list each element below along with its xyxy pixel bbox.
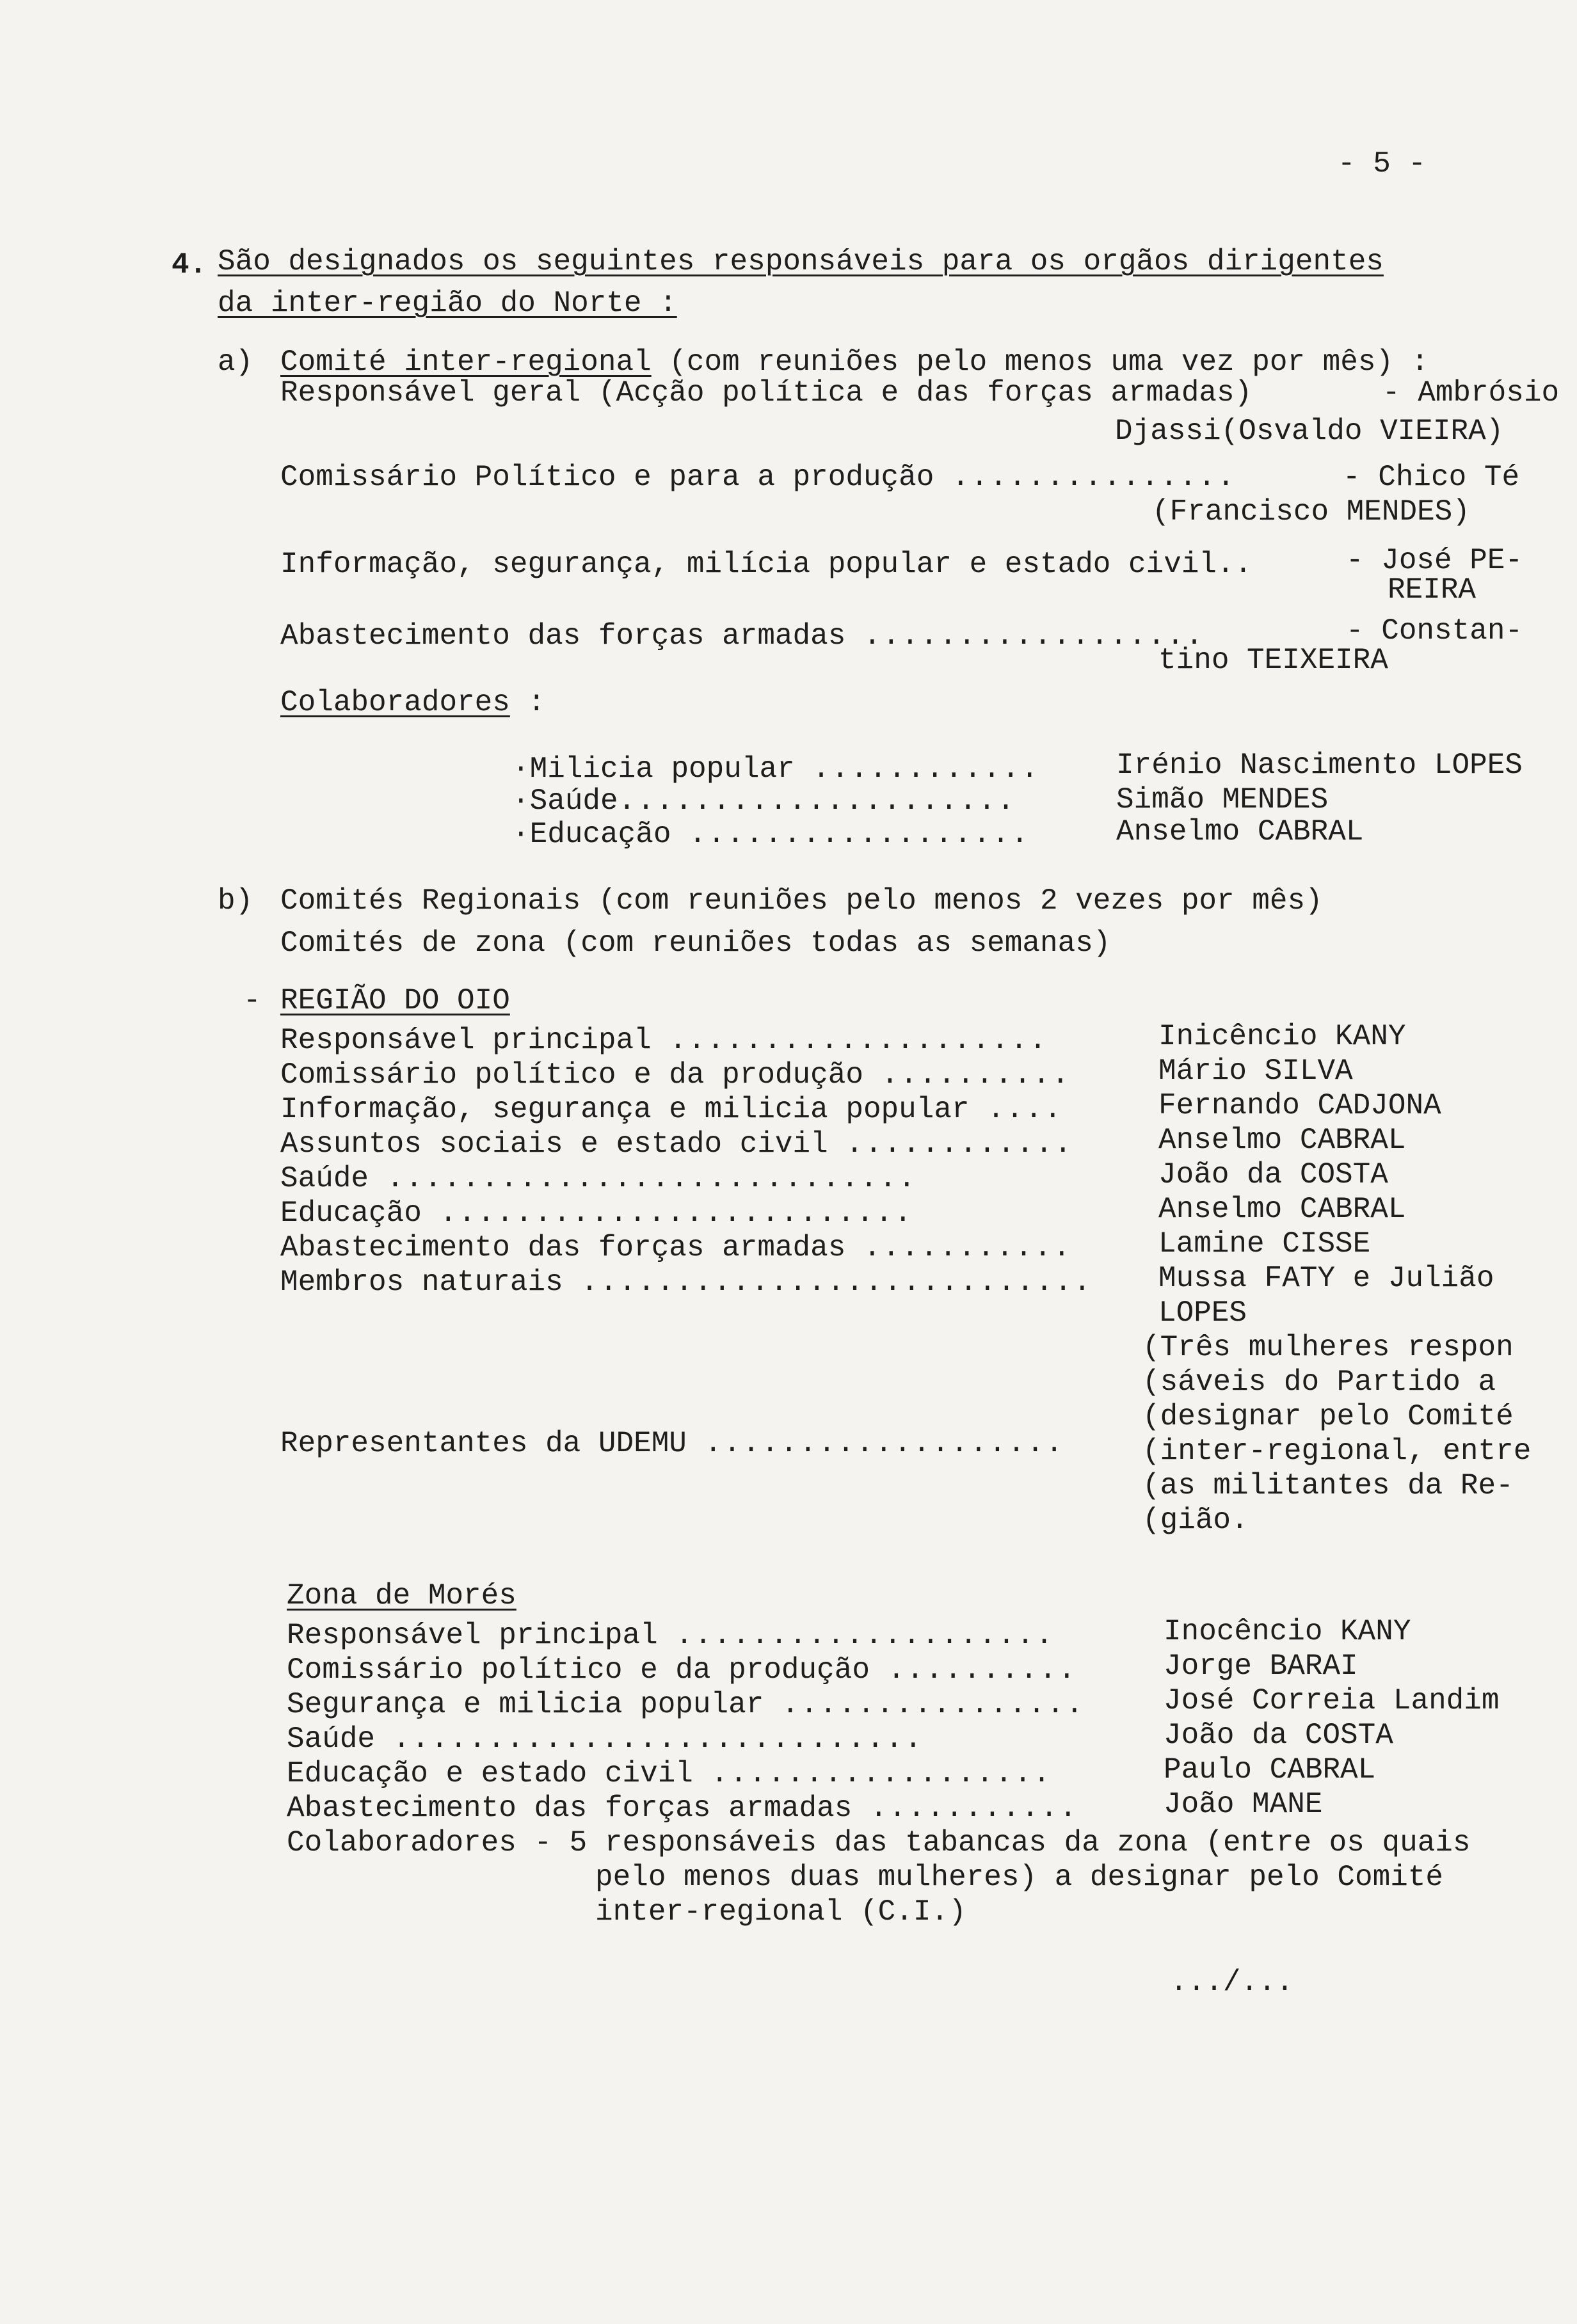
oio-row-8-name: Mussa FATY e Julião bbox=[1158, 1262, 1494, 1295]
heading-line-1: São designados os seguintes responsáveis para os orgãos dirigentes bbox=[218, 245, 1384, 278]
mores-row-6-role: Abastecimento das forças armadas bbox=[287, 1792, 853, 1825]
udemu-line-3: (designar pelo Comité bbox=[1142, 1400, 1514, 1433]
a-row-3-value-2: REIRA bbox=[1388, 573, 1477, 607]
oio-row-5-dots: ............................ bbox=[386, 1162, 917, 1195]
mores-row-4-name: João da COSTA bbox=[1164, 1719, 1393, 1752]
colab-2-role: ·Saúde bbox=[512, 784, 618, 818]
regiao-oio-title: REGIÃO DO OIO bbox=[280, 984, 510, 1017]
colab-1-dots: ............ bbox=[812, 752, 1040, 786]
oio-row-1-role: Responsável principal bbox=[280, 1024, 652, 1057]
a-row-4-value-2: tino TEIXEIRA bbox=[1158, 644, 1388, 677]
a-row-1-text: Responsável geral (Acção política e das forças armadas) bbox=[280, 376, 1253, 410]
mores-row-5 bbox=[287, 1757, 1052, 1790]
oio-row-2-name: Mário SILVA bbox=[1158, 1055, 1353, 1088]
a-row-4-dots: .................. bbox=[863, 619, 1205, 653]
udemu-row bbox=[280, 1427, 1064, 1460]
oio-row-1-name: Inicêncio KANY bbox=[1158, 1020, 1406, 1053]
mores-row-2-dots: .......... bbox=[887, 1653, 1077, 1687]
heading-line-2: da inter-região do Norte : bbox=[218, 287, 677, 320]
zona-mores-title: Zona de Morés bbox=[287, 1579, 516, 1612]
mores-row-3 bbox=[287, 1688, 1085, 1721]
mores-row-4-dots: ............................ bbox=[392, 1723, 924, 1756]
colab-3-role: ·Educação bbox=[512, 818, 671, 851]
udemu-line-5: (as militantes da Re- bbox=[1142, 1469, 1514, 1502]
mores-row-6-name: João MANE bbox=[1164, 1788, 1323, 1821]
a-row-2 bbox=[280, 461, 1236, 494]
oio-row-7 bbox=[280, 1231, 1072, 1264]
udemu-line-4: (inter-regional, entre bbox=[1142, 1435, 1532, 1468]
a-row-3-text: Informação, segurança, milícia popular e estado civil.. bbox=[280, 548, 1253, 581]
section-a-title-rest: (com reuniões pelo menos uma vez por mês) : bbox=[651, 346, 1429, 379]
oio-row-1 bbox=[280, 1024, 1048, 1057]
mores-row-2-role: Comissário político e da produção bbox=[287, 1653, 870, 1687]
a-row-2-dots: ............... bbox=[951, 461, 1237, 494]
colab-3 bbox=[512, 818, 1030, 851]
a-row-4-value: - Constan- bbox=[1346, 614, 1523, 648]
section-a-label: a) bbox=[218, 346, 253, 379]
a-row-1-value: - Ambrósio bbox=[1382, 376, 1560, 410]
mores-row-1-name: Inocêncio KANY bbox=[1164, 1615, 1411, 1648]
mores-row-1 bbox=[287, 1619, 1054, 1652]
colab-1 bbox=[512, 752, 1040, 786]
oio-row-3-role: Informação, segurança e milicia popular bbox=[280, 1093, 970, 1126]
udemu-line-1: (Três mulheres respon bbox=[1142, 1331, 1514, 1364]
udemu-dots: ................... bbox=[704, 1427, 1065, 1460]
section-b-label: b) bbox=[218, 884, 253, 918]
a-row-1-value-2: Djassi(Osvaldo VIEIRA) bbox=[1115, 415, 1504, 448]
oio-row-4-name: Anselmo CABRAL bbox=[1158, 1124, 1406, 1157]
oio-row-6 bbox=[280, 1197, 913, 1230]
a-row-4-text: Abastecimento das forças armadas bbox=[280, 619, 846, 653]
oio-row-8-dots: ........................... bbox=[580, 1266, 1093, 1299]
mores-row-3-name: José Correia Landim bbox=[1164, 1684, 1500, 1717]
colab-2 bbox=[512, 784, 1016, 818]
oio-row-8-name-2: LOPES bbox=[1158, 1296, 1247, 1330]
mores-row-2-name: Jorge BARAI bbox=[1164, 1650, 1358, 1683]
a-row-4 bbox=[280, 619, 1205, 653]
mores-row-4-role: Saúde bbox=[287, 1723, 376, 1756]
section-b-line-1: Comités Regionais (com reuniões pelo menos 2 vezes por mês) bbox=[280, 884, 1323, 918]
oio-row-8-role: Membros naturais bbox=[280, 1266, 563, 1299]
oio-row-4 bbox=[280, 1127, 1073, 1161]
oio-row-2-dots: .......... bbox=[881, 1058, 1071, 1092]
oio-row-6-name: Anselmo CABRAL bbox=[1158, 1193, 1406, 1226]
regiao-dash: - bbox=[243, 984, 261, 1017]
mores-row-6-dots: ........... bbox=[869, 1792, 1078, 1825]
oio-row-4-dots: ............ bbox=[845, 1127, 1073, 1161]
oio-row-7-name: Lamine CISSE bbox=[1158, 1227, 1371, 1261]
a-row-2-value: - Chico Té bbox=[1343, 461, 1520, 494]
mores-colab-line-2: pelo menos duas mulheres) a designar pelo Comité bbox=[595, 1861, 1444, 1894]
section-b-line-2: Comités de zona (com reuniões todas as semanas) bbox=[280, 927, 1111, 960]
section-number: 4. bbox=[172, 248, 207, 282]
a-row-2-value-2: (Francisco MENDES) bbox=[1152, 495, 1470, 529]
a-row-3-value: - José PE- bbox=[1346, 544, 1523, 577]
udemu-line-2: (sáveis do Partido a bbox=[1142, 1365, 1496, 1399]
section-a-heading bbox=[280, 346, 1429, 379]
colaboradores-heading bbox=[280, 686, 545, 719]
oio-row-5-name: João da COSTA bbox=[1158, 1158, 1388, 1191]
oio-row-7-dots: ........... bbox=[863, 1231, 1072, 1264]
section-a-title: Comité inter-regional bbox=[280, 346, 652, 379]
oio-row-8 bbox=[280, 1266, 1093, 1299]
mores-row-5-dots: .................. bbox=[710, 1757, 1052, 1790]
mores-row-3-role: Segurança e milicia popular bbox=[287, 1688, 764, 1721]
mores-row-3-dots: ................ bbox=[781, 1688, 1085, 1721]
colab-2-dots: ..................... bbox=[618, 784, 1016, 818]
mores-row-6 bbox=[287, 1792, 1078, 1825]
oio-row-5 bbox=[280, 1162, 917, 1195]
mores-row-5-role: Educação e estado civil bbox=[287, 1757, 693, 1790]
mores-row-1-role: Responsável principal bbox=[287, 1619, 658, 1652]
oio-row-7-role: Abastecimento das forças armadas bbox=[280, 1231, 846, 1264]
oio-row-2-role: Comissário político e da produção bbox=[280, 1058, 863, 1092]
mores-row-2 bbox=[287, 1653, 1077, 1687]
colab-3-name: Anselmo CABRAL bbox=[1116, 815, 1364, 848]
page-number: - 5 - bbox=[1338, 147, 1427, 180]
oio-row-3-dots: .... bbox=[987, 1093, 1063, 1126]
oio-row-5-role: Saúde bbox=[280, 1162, 369, 1195]
mores-colab-line-1: Colaboradores - 5 responsáveis das tabancas da zona (entre os quais bbox=[287, 1826, 1471, 1859]
colab-1-role: ·Milicia popular bbox=[512, 752, 795, 786]
mores-row-4 bbox=[287, 1723, 924, 1756]
continuation-mark: .../... bbox=[1170, 1966, 1294, 1999]
oio-row-3 bbox=[280, 1093, 1063, 1126]
mores-colab-line-3: inter-regional (C.I.) bbox=[595, 1895, 966, 1929]
oio-row-2 bbox=[280, 1058, 1071, 1092]
oio-row-6-dots: ......................... bbox=[439, 1197, 913, 1230]
oio-row-4-role: Assuntos sociais e estado civil bbox=[280, 1127, 828, 1161]
colab-1-name: Irénio Nascimento LOPES bbox=[1116, 749, 1523, 782]
oio-row-1-dots: .................... bbox=[669, 1024, 1048, 1057]
colaboradores-colon: : bbox=[509, 686, 546, 719]
colab-2-name: Simão MENDES bbox=[1116, 783, 1329, 816]
udemu-line-6: (gião. bbox=[1142, 1504, 1249, 1537]
oio-row-3-name: Fernando CADJONA bbox=[1158, 1089, 1441, 1122]
a-row-2-text: Comissário Político e para a produção bbox=[280, 461, 934, 494]
udemu-role: Representantes da UDEMU bbox=[280, 1427, 687, 1460]
oio-row-6-role: Educação bbox=[280, 1197, 422, 1230]
mores-row-1-dots: .................... bbox=[675, 1619, 1055, 1652]
colaboradores-label: Colaboradores bbox=[280, 686, 510, 719]
colab-3-dots: .................. bbox=[689, 818, 1030, 851]
mores-row-5-name: Paulo CABRAL bbox=[1164, 1753, 1376, 1787]
